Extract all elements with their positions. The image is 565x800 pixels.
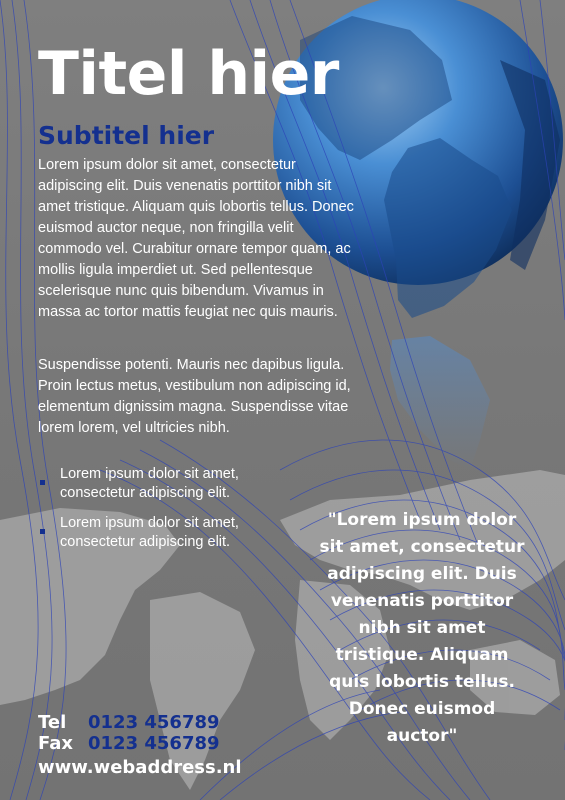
bullet-text: Lorem ipsum dolor sit amet, consectetur adipiscing elit.	[60, 466, 239, 501]
bullet-item	[38, 514, 278, 552]
pull-quote: "Lorem ipsum dolor sit amet, consectetur adipiscing elit. Duis venenatis porttitor nibh sit amet tristique. Aliquam quis lobortis tellus. Donec euismod auctor"	[319, 510, 525, 746]
bullet-square-icon	[40, 529, 45, 534]
page-subtitle: Subtitel hier	[38, 121, 215, 150]
fax-row	[38, 733, 242, 754]
bullet-square-icon	[40, 480, 45, 485]
page-title: Titel hier	[38, 39, 339, 109]
tel-row	[38, 712, 242, 733]
intro-paragraph: Lorem ipsum dolor sit amet, consectetur adipiscing elit. Duis venenatis porttitor nibh sit amet tristique. Aliquam quis lobortis tellus. Donec euismod auctor neque, non fringilla velit commodo vel. Curabitur ornare tempor quam, ac mollis ligula imperdiet ut. Sed pellentesque scelerisque nunc quis bibendum. Vivamus in massa ac tortor mattis feugiat nec quis mauris.	[38, 157, 354, 320]
bullet-text: Lorem ipsum dolor sit amet, consectetur adipiscing elit.	[60, 515, 239, 550]
bullet-item	[38, 465, 278, 503]
bullet-list	[38, 465, 278, 563]
web-address: www.webaddress.nl	[38, 757, 242, 778]
fax-label: Fax	[38, 733, 73, 754]
fax-value: 0123 456789	[88, 733, 220, 754]
tel-label: Tel	[38, 712, 67, 733]
second-paragraph: Suspendisse potenti. Mauris nec dapibus ligula. Proin lectus metus, vestibulum non adipiscing id, elementum dignissim magna. Suspendisse vitae lorem lorem, vel ultricies nibh.	[38, 357, 351, 436]
tel-value: 0123 456789	[88, 712, 220, 733]
contact-block	[38, 712, 242, 782]
